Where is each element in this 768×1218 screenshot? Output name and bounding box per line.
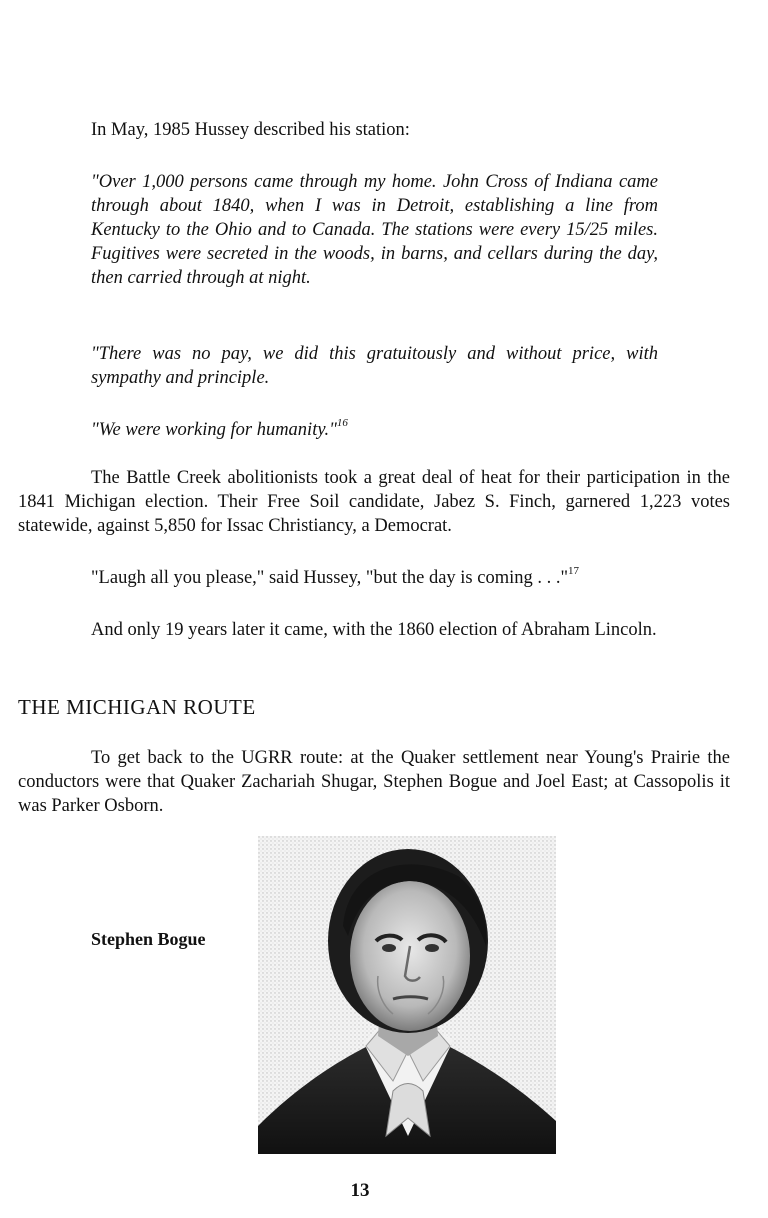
body-paragraph-2	[91, 566, 731, 590]
body-paragraph-3: And only 19 years later it came, with the 1860 election of Abraham Lincoln.	[91, 620, 657, 640]
body-paragraph-1: The Battle Creek abolitionists took a great deal of heat for their participation in the 1841 Michigan election. Their Free Soil candidate, Jabez S. Finch, garnered 1,223 votes statewide, against 5,850 for Issac Christiancy, a Democrat.	[18, 468, 730, 536]
footnote-ref-16: 16	[336, 416, 348, 429]
body-paragraph-4: To get back to the UGRR route: at the Quaker settlement near Young's Prairie the conductors were that Quaker Zachariah Shugar, Stephen Bogue and Joel East; at Cassopolis it was Parker Osborn.	[18, 748, 730, 816]
portrait-caption: Stephen Bogue	[91, 929, 206, 949]
stephen-bogue-portrait	[258, 836, 556, 1154]
page-number: 13	[350, 1180, 370, 1201]
quote-paragraph-3	[91, 418, 658, 442]
intro-line: In May, 1985 Hussey described his station:	[91, 120, 410, 140]
quote-paragraph-2: "There was no pay, we did this gratuitously and without price, with sympathy and principle.	[91, 344, 658, 388]
quote-3-text: "We were working for humanity."	[91, 420, 337, 440]
hussey-quote: "Laugh all you please," said Hussey, "but the day is coming . . ."	[91, 568, 569, 588]
quote-paragraph-1: "Over 1,000 persons came through my home. John Cross of Indiana came through about 1840, when I was in Detroit, establishing a line from Kentucky to the Ohio and to Canada. The stations were every 15/25 miles. Fugitives were secreted in the woods, in barns, and cellars during the day, then carried through at night.	[91, 172, 658, 288]
section-heading: THE MICHIGAN ROUTE	[18, 695, 256, 719]
footnote-ref-17: 17	[568, 564, 580, 577]
